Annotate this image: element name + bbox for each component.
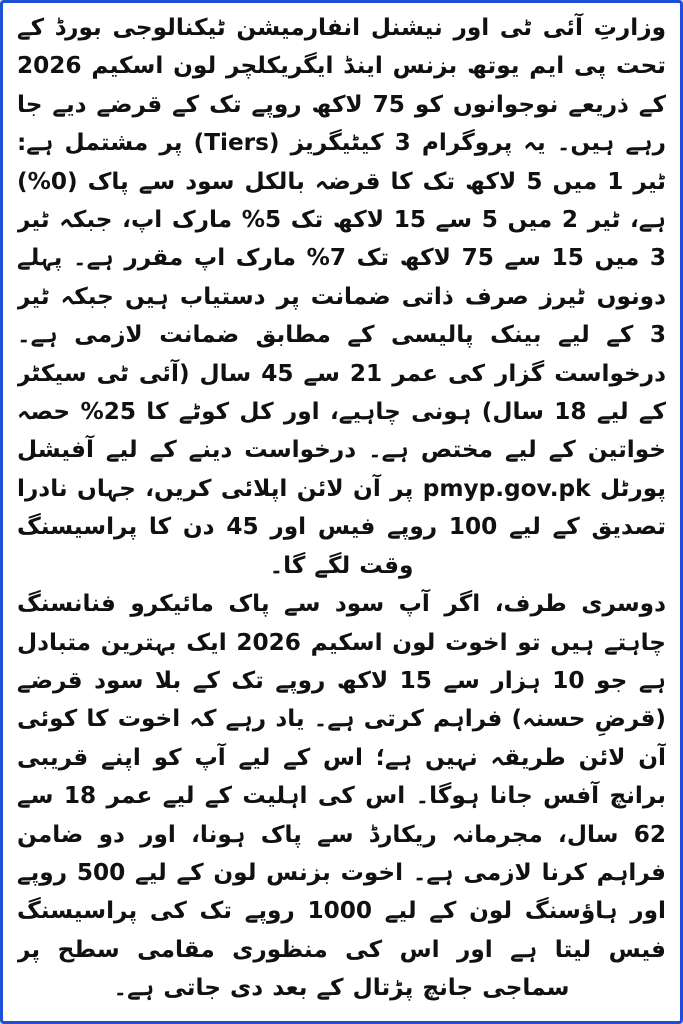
paragraph-akhuwat-loan: دوسری طرف، اگر آپ سود سے پاک مائیکرو فنانسنگ چاہتے ہیں تو اخوت لون اسکیم 2026 ایک بہترین متبادل ہے جو 10 ہزار سے 15 لاکھ روپے تک کے بلا سود قرضے (قرضِ حسنہ) فراہم کرتی ہے۔ یاد رہے کہ اخوت کا کوئی آن لائن طریقہ نہیں ہے؛ اس کے لیے آپ کو اپنے قریبی برانچ آفس جانا ہوگا۔ اس کی اہلیت کے لیے عمر 18 سے 62 سال، مجرمانہ ریکارڈ سے پاک ہونا، اور دو ضامن فراہم کرنا لازمی ہے۔ اخوت بزنس لون کے لیے 500 روپے اور ہاؤسنگ لون کے لیے 1000 روپے تک کی پراسیسنگ فیس لیتا ہے اور اس کی منظوری مقامی سطح پر سماجی جانچ پڑتال کے بعد دی جاتی ہے۔ [17,590,666,1002]
document-body [17,9,666,1015]
paragraph-pm-youth-loan: وزارتِ آئی ٹی اور نیشنل انفارمیشن ٹیکنالوجی بورڈ کے تحت پی ایم یوتھ بزنس اینڈ ایگریکلچر لون اسکیم 2026 کے ذریعے نوجوانوں کو 75 لاکھ روپے تک کے قرضے دیے جا رہے ہیں۔ یہ پروگرام 3 کیٹیگریز (Tiers) پر مشتمل ہے: ٹیر 1 میں 5 لاکھ تک کا قرضہ بالکل سود سے پاک (0%) ہے، ٹیر 2 میں 5 سے 15 لاکھ تک 5% مارک اپ، جبکہ ٹیر 3 میں 15 سے 75 لاکھ تک 7% مارک اپ مقرر ہے۔ پہلے دونوں ٹیرز صرف ذاتی ضمانت پر دستیاب ہیں جبکہ ٹیر 3 کے لیے بینک پالیسی کے مطابق ضمانت لازمی ہے۔ درخواست گزار کی عمر 21 سے 45 سال (آئی ٹی سیکٹر کے لیے 18 سال) ہونی چاہیے، اور کل کوٹے کا 25% حصہ خواتین کے لیے مختص ہے۔ درخواست دینے کے لیے آفیشل پورٹل pmyp.gov.pk پر آن لائن اپلائی کریں، جہاں نادرا تصدیق کے لیے 100 روپے فیس اور 45 دن کا پراسیسنگ وقت لگے گا۔ [17,14,666,579]
